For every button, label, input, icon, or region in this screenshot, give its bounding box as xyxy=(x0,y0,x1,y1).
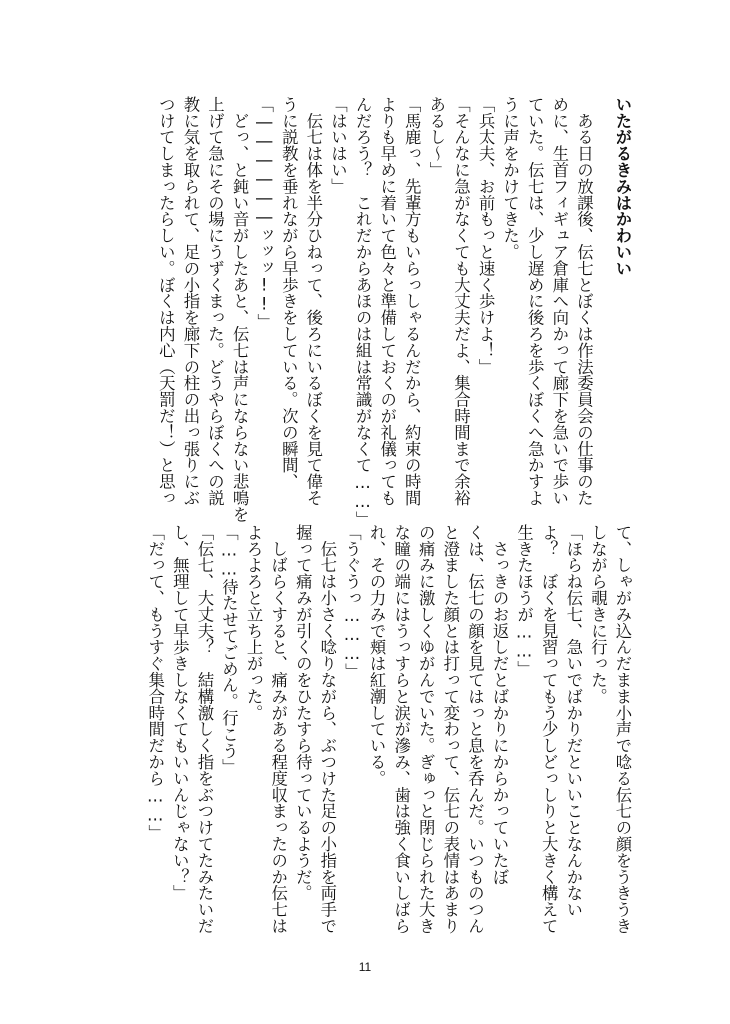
text-line: あるし～」 xyxy=(426,96,446,178)
text-line: くは、伝七の顔を見てはっと息を呑んだ。いつものつん xyxy=(465,524,485,934)
text-line: し、無理して早歩きしなくてもいいんじゃない？」 xyxy=(170,524,190,902)
text-line: よりも早めに着いて色々と準備しておくのが礼儀っても xyxy=(377,96,397,506)
text-line: めに、生首フィギュア倉庫へ向かって廊下を急いで歩い xyxy=(549,96,569,506)
text-line: ていた。伝七は、少し遅めに後ろを歩くぼくへ急かすよ xyxy=(525,96,545,506)
text-line: ある日の放課後、伝七とぼくは作法委員会の仕事のた xyxy=(574,96,594,506)
text-line: 「……待たせてごめん。行こう」 xyxy=(219,524,239,776)
text-line: 「ほらね伝七、急いでばかりだといいことなんかない xyxy=(563,524,583,918)
text-line: 上げて急にその場にうずくまった。どうやらぼくへの説 xyxy=(205,96,225,506)
text-line: な瞳の端にはうっすらと涙が滲み、歯は強く食いしばら xyxy=(391,524,411,934)
text-line: 「うぐうっ………」 xyxy=(342,524,362,680)
text-line: 伝七は小さく唸りながら、ぶつけた足の小指を両手で xyxy=(317,524,337,934)
text-line: うに声をかけてきた。 xyxy=(500,96,520,260)
text-line: よ？ ぼくを見習ってもう少しどっしりと大きく構えて xyxy=(539,524,559,934)
upper-text-block xyxy=(94,96,634,528)
text-line: んだろう？ これだからあほのは組は常識がなくて……」 xyxy=(353,96,373,528)
text-line: と澄ました顔とは打って変わって、伝七の表情はあまり xyxy=(440,524,460,934)
text-line: て、しゃがみ込んだまま小声で唸る伝七の顔をうきうき xyxy=(613,524,632,934)
text-line: 「馬鹿っ、先輩方もいらっしゃるんだから、約束の時間 xyxy=(402,96,422,506)
text-line: つけてしまったらしい。ぼくは内心（天罰だ！）と思っ xyxy=(156,96,176,506)
text-line: 「――――――ッッッ!!」 xyxy=(254,96,274,330)
text-line: 「そんなに急がなくても大丈夫だよ、集合時間まで余裕 xyxy=(451,96,471,506)
text-line: れ、その力みで頬は紅潮している。 xyxy=(367,524,387,787)
text-line: の痛みに激しくゆがんでいた。ぎゅっと閉じられた大き xyxy=(416,524,436,934)
text-line: しばらくすると、痛みがある程度収まったのか伝七は xyxy=(268,524,288,934)
text-line: 「伝七、大丈夫？ 結構激しく指をぶつけてたみたいだ xyxy=(194,524,214,934)
text-line: よろよろと立ち上がった。 xyxy=(244,524,264,721)
text-line: 生きたほうが……」 xyxy=(514,524,534,677)
text-line: うに説教を垂れながら早歩きをしている。次の瞬間、 xyxy=(279,96,299,490)
text-line: 「はいはい」 xyxy=(328,96,348,195)
text-line: 握って痛みが引くのをひたすら待っているようだ。 xyxy=(293,524,313,902)
text-line: 「兵太夫、お前もっと速く歩けよ！」 xyxy=(476,96,496,375)
text-line: どっ、と鈍い音がしたあと、伝七は声にならない悲鳴を xyxy=(230,96,250,523)
lower-text-block xyxy=(94,524,634,934)
text-line: しながら覗きに行った。 xyxy=(588,524,608,705)
text-line: 「だって、もうすぐ集合時間だから……」 xyxy=(145,524,165,841)
text-line: 教に気を取られて、足の小指を廊下の柱の出っ張りにぶ xyxy=(180,96,200,506)
chapter-title: いたがるきみはかわいい xyxy=(613,96,632,277)
text-line: さっきのお返しだとばかりにからかっていたぼ xyxy=(490,524,510,885)
text-line: 伝七は体を半分ひねって、後ろにいるぼくを見て偉そ xyxy=(303,96,323,506)
page-number: 11 xyxy=(358,960,372,974)
